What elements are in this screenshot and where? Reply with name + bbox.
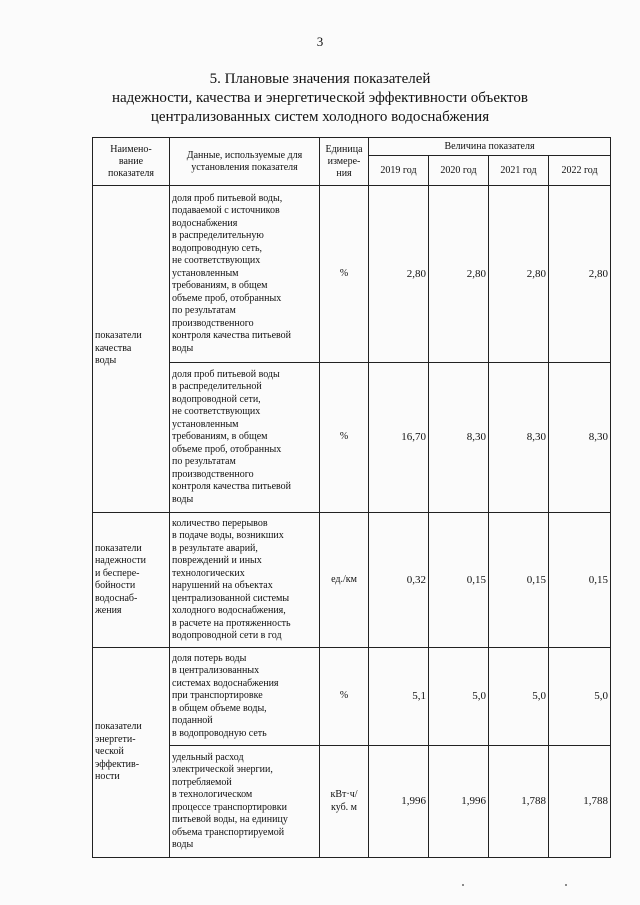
text-line: ния [336,167,352,179]
text-line: в распределительной [172,381,262,393]
value-cell: 2,80 [489,186,549,363]
value-cell: 0,15 [429,513,489,648]
value-cell: 2,80 [549,186,611,363]
text-line: контроля качества питьевой [172,330,292,342]
text-line: системах водоснабжения [172,677,279,689]
text-line: установления показателя [191,161,298,173]
text-line: % [339,690,349,702]
value-cell: 8,30 [549,363,611,513]
table-row [93,648,611,746]
text-line: ед./км [331,573,357,585]
title-line: централизованных систем холодного водоснабжения [150,109,490,125]
header-year: 2020 год [429,156,489,186]
text-line: измере- [327,155,361,167]
unit-cell [320,513,369,648]
category-cell [93,186,170,513]
text-line: поданной [172,715,213,727]
text-line: ности [95,771,120,783]
text-line: доля проб питьевой воды, [172,192,283,204]
text-line: Единица [325,143,363,155]
text-line: воды [172,839,194,850]
value-cell: 0,15 [489,513,549,648]
text-line: количество перерывов [172,517,268,529]
text-line: удельный расход [172,751,244,763]
text-line: в водопроводную сеть [172,727,267,739]
text-line: Наимено- [110,143,152,155]
text-line: воды [95,355,117,367]
description-cell [170,513,320,648]
value-cell: 16,70 [369,363,429,513]
value-cell: 5,0 [429,648,489,746]
text-line: технологических [172,567,245,579]
table-row [93,363,611,513]
title-line: 5. Плановые значения показателей [209,71,431,87]
text-line: централизованной системы [172,592,290,604]
scan-speck [462,884,464,886]
unit-cell [320,648,369,746]
text-line: куб. м [330,801,357,813]
text-line: % [339,267,349,279]
unit-cell [320,746,369,858]
text-line: водопроводную сеть, [172,242,263,254]
text-line: повреждений и иных [172,555,262,566]
table-row [93,746,611,858]
text-line: в общем объеме воды, [172,702,267,714]
text-line: потребляемой [172,776,232,788]
text-line: в распределительную [172,230,264,242]
text-line: требованиям, в общем [172,280,268,292]
text-line: воды [172,493,194,505]
header-indicator-name [93,138,170,186]
text-line: объема транспортируемой [172,826,285,838]
text-line: не соответствующих [172,255,261,267]
text-line: нарушений на объектах [172,580,273,591]
text-line: установленным [172,267,239,279]
header-year: 2021 год [489,156,549,186]
text-line: жения [95,605,122,616]
page-number: 3 [316,34,324,49]
title-line: надежности, качества и энергетической эффективности объектов [111,90,528,106]
section-title [0,70,640,127]
value-cell: 1,788 [489,746,549,858]
text-line: ческой [95,746,124,758]
text-line: подаваемой с источников [172,205,280,217]
value-cell: 5,1 [369,648,429,746]
value-cell: 1,996 [429,746,489,858]
text-line: Данные, используемые для [186,149,303,161]
text-line: водоснаб- [95,592,138,604]
text-line: установленным [172,418,239,430]
text-line: объеме проб, отобранных [172,292,282,304]
text-line: не соответствующих [172,406,261,418]
text-line: в технологическом [172,789,253,800]
text-line: в расчете на протяженность [172,617,291,629]
text-line: энергети- [95,733,136,745]
text-line: вание [118,155,144,167]
text-line: производственного [172,468,254,480]
text-line: надежности [95,555,146,566]
value-cell: 2,80 [369,186,429,363]
text-line: в результате аварий, [172,542,258,554]
text-line: показатели [95,542,142,554]
category-cell [93,648,170,858]
text-line: холодного водоснабжения, [172,605,286,616]
text-line: доля проб питьевой воды [172,368,280,380]
text-line: водопроводной сети, [172,393,261,405]
table-row [93,186,611,363]
text-line: водоснабжения [172,217,238,229]
header-value-group: Величина показателя [369,138,611,156]
text-line: показателя [107,167,155,179]
description-cell [170,746,320,858]
table-row [93,513,611,648]
text-line: требованиям, в общем [172,431,268,443]
header-unit [320,138,369,186]
description-cell [170,186,320,363]
value-cell: 5,0 [489,648,549,746]
text-line: эффектив- [95,758,140,770]
text-line: по результатам [172,456,236,468]
value-cell: 8,30 [489,363,549,513]
text-line: объеме проб, отобранных [172,443,282,455]
value-cell: 0,32 [369,513,429,648]
scan-speck [565,884,567,886]
text-line: в централизованных [172,665,260,677]
value-cell: 1,788 [549,746,611,858]
text-line: кВт·ч/ [330,789,358,800]
text-line: по результатам [172,305,236,317]
value-cell: 5,0 [549,648,611,746]
text-line: показатели [95,330,142,342]
text-line: % [339,431,349,443]
text-line: производственного [172,317,254,329]
value-cell: 0,15 [549,513,611,648]
unit-cell [320,363,369,513]
value-cell: 8,30 [429,363,489,513]
header-year: 2022 год [549,156,611,186]
text-line: питьевой воды, на единицу [172,814,288,825]
text-line: водопроводной сети в год [172,630,282,641]
text-line: процессе транспортировки [172,801,287,813]
text-line: в подаче воды, возникших [172,530,284,541]
text-line: доля потерь воды [172,652,247,664]
text-line: бойности [95,580,136,591]
text-line: воды [172,342,194,354]
indicators-table [92,137,611,858]
category-cell [93,513,170,648]
text-line: при транспортировке [172,690,263,702]
value-cell: 2,80 [429,186,489,363]
text-line: электрической энергии, [172,764,273,775]
header-source-data [170,138,320,186]
description-cell [170,363,320,513]
unit-cell [320,186,369,363]
header-year: 2019 год [369,156,429,186]
text-line: качества [95,342,132,354]
text-line: показатели [95,721,142,733]
text-line: контроля качества питьевой [172,481,292,493]
text-line: и беспере- [95,567,140,579]
value-cell: 1,996 [369,746,429,858]
description-cell [170,648,320,746]
